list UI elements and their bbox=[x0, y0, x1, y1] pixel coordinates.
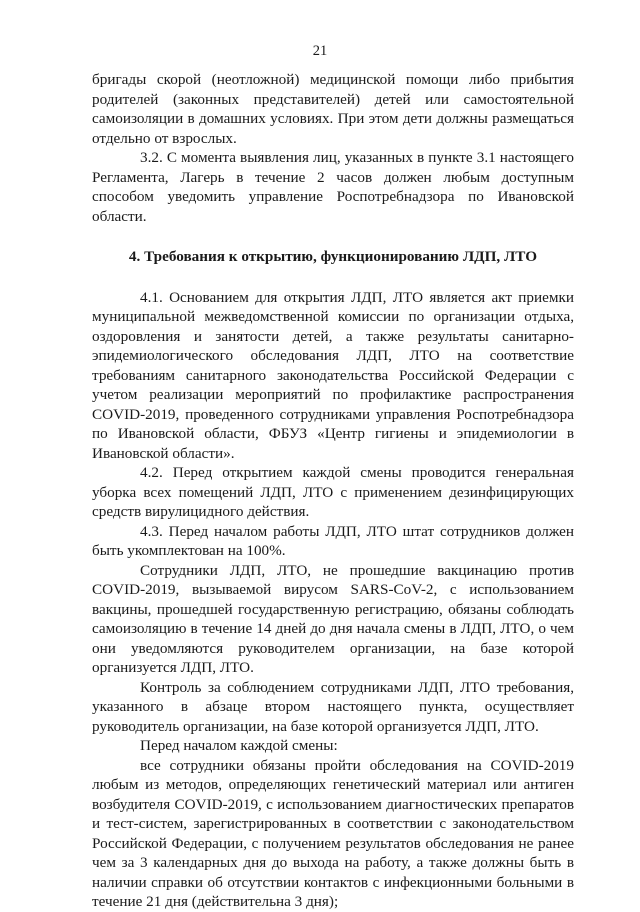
document-body bbox=[92, 70, 574, 912]
paragraph-continuation: бригады скорой (неотложной) медицинской помощи либо прибытия родителей (законных представителей) детей или самостоятельной самоизоляции в домашних условиях. При этом дети должны размещаться отдельно от взрослых. bbox=[92, 71, 574, 147]
paragraph-4-2: 4.2. Перед открытием каждой смены проводится генеральная уборка всех помещений ЛДП, ЛТО с применением дезинфицирующих средств вирулицидного действия. bbox=[92, 464, 574, 520]
paragraph-before-shift: Перед началом каждой смены: bbox=[140, 737, 338, 754]
paragraph-3-2: 3.2. С момента выявления лиц, указанных в пункте 3.1 настоящего Регламента, Лагерь в течение 2 часов должен любым доступным способом уведомить управление Роспотребнадзора по Ивановской области. bbox=[92, 149, 574, 225]
paragraph-control: Контроль за соблюдением сотрудниками ЛДП, ЛТО требования, указанного в абзаце втором настоящего пункта, осуществляет руководитель организации, на базе которой организуется ЛДП, ЛТО. bbox=[92, 678, 574, 735]
paragraph-4-1: 4.1. Основанием для открытия ЛДП, ЛТО является акт приемки муниципальной межведомственной комиссии по организации отдыха, оздоровления и занятости детей, а также результаты санитарно-эпидемиологического обследования ЛДП, ЛТО на соответствие требованиям санитарного законодательства Российской Федерации с учетом реализации мероприятий по профилактике распространения COVID-2019, проведенного сотрудниками управления Роспотребнадзора по Ивановской области, ФБУЗ «Центр гигиены и эпидемиологии в Ивановской области». bbox=[92, 288, 574, 462]
page-number: 21 bbox=[312, 43, 328, 59]
paragraph-staff-vaccination: Сотрудники ЛДП, ЛТО, не прошедшие вакцинацию против COVID-2019, вызываемой вирусом SARS-CoV-2, с использованием вакцины, прошедшей государственную регистрацию, обязаны соблюдать самоизоляцию в течение 14 дней до дня начала смены в ЛДП, ЛТО, о чем они уведомляются руководителем организации, на базе которой организуется ЛДП, ЛТО. bbox=[92, 561, 574, 676]
paragraph-testing: все сотрудники обязаны пройти обследования на COVID-2019 любым из методов, определяющих генетический материал или антиген возбудителя COVID-2019, с использованием диагностических препаратов и тест-систем, зарегистрированных в соответствии с законодательством Российской Федерации, с получением результатов обследования не ранее чем за 3 календарных дня до выхода на работу, а также должны быть в наличии справки об отсутствии контактов с инфекционными больными в течение 21 дня (действительна 3 дня); bbox=[92, 756, 574, 910]
paragraph-4-3: 4.3. Перед началом работы ЛДП, ЛТО штат сотрудников должен быть укомплектован на 100%. bbox=[92, 522, 574, 559]
section-heading-4: 4. Требования к открытию, функционированию ЛДП, ЛТО bbox=[128, 248, 538, 265]
